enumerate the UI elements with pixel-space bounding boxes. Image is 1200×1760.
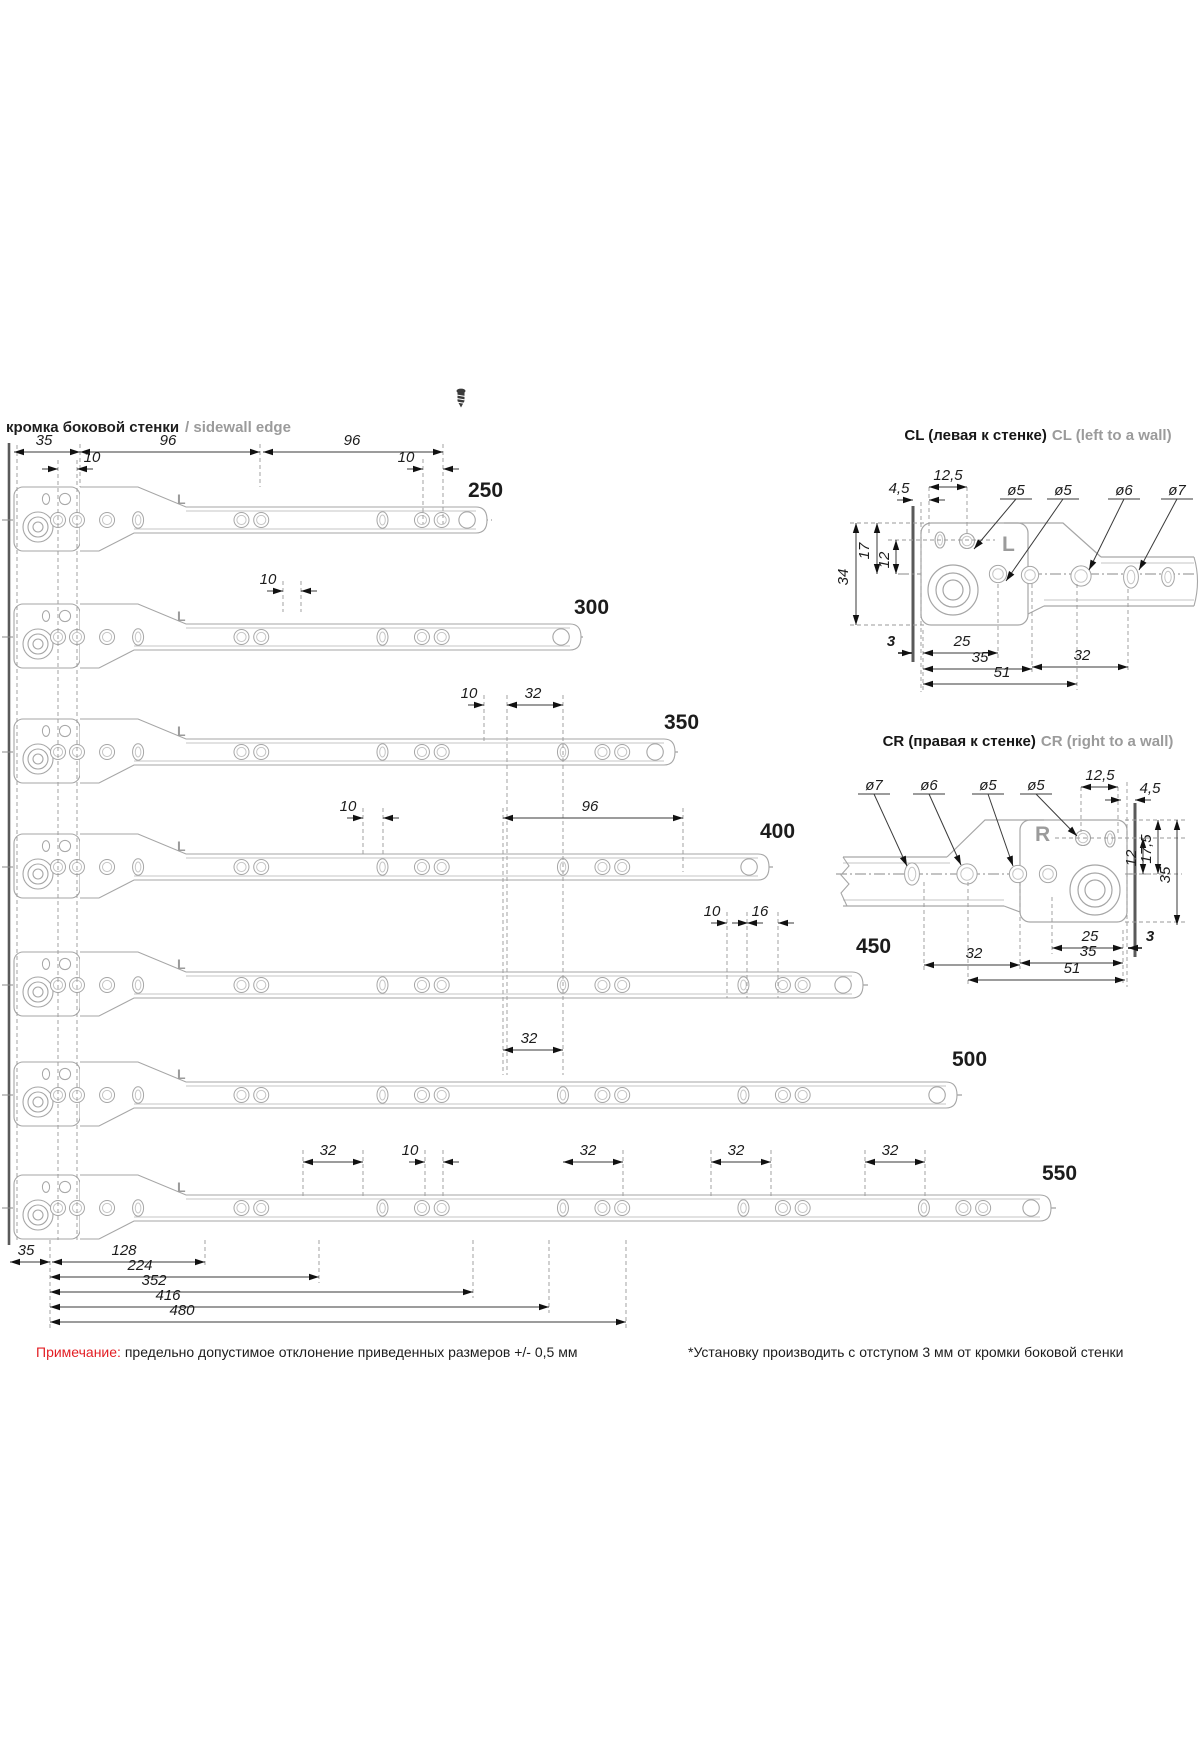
slide-length-label: 250	[468, 479, 504, 502]
slide-length-label: 400	[760, 820, 796, 843]
drawer-slide-400	[2, 820, 795, 898]
dimension-label: 12,5	[1085, 767, 1115, 784]
slide-length-label: 300	[574, 596, 610, 619]
dimension-label: 10	[401, 1142, 419, 1159]
detail-cl-title	[858, 427, 1200, 444]
dimension-label: 12,5	[933, 467, 963, 484]
drawer-slide-300	[2, 596, 609, 668]
hole-diameter-callout: ø5	[1027, 777, 1045, 794]
dimension-label: 3	[1145, 928, 1155, 945]
hole-diameter-callout: ø5	[1007, 482, 1025, 499]
dimension-label: 51	[1063, 960, 1081, 977]
dimension-label: 10	[259, 571, 277, 588]
dimension-label: 128	[111, 1242, 137, 1259]
dimension-label: 32	[524, 685, 542, 702]
dimension-label: 32	[965, 945, 983, 962]
dimension-label: 10	[703, 903, 721, 920]
dimension-label: 96	[343, 432, 361, 449]
drawer-slide-500	[2, 1048, 987, 1126]
dimension-label: 32	[1073, 647, 1091, 664]
note-tolerance-text: предельно допустимое отклонение приведенных размеров +/- 0,5 мм	[120, 1344, 578, 1360]
slide-side-mark: L	[177, 491, 186, 507]
dimension-label: 35	[17, 1242, 35, 1259]
slide-side-mark: L	[177, 1066, 186, 1082]
dimension-label: 17,5	[1138, 834, 1155, 864]
slide-length-label: 550	[1042, 1162, 1078, 1185]
dimension-label: 10	[83, 449, 101, 466]
dimension-label: 3	[886, 633, 896, 650]
hole-diameter-callout: ø7	[865, 777, 883, 794]
note-tolerance	[36, 1344, 577, 1360]
dimension-label: 4,5	[888, 480, 910, 497]
detail-cr-title-ru: CR (правая к стенке)	[882, 733, 1036, 750]
dimension-label: 32	[579, 1142, 597, 1159]
screw-icon	[457, 389, 466, 408]
hole-diameter-callout: ø6	[920, 777, 938, 794]
dimension-label: 10	[339, 798, 357, 815]
slide-side-mark: L	[177, 838, 186, 854]
dimension-label: 16	[751, 903, 769, 920]
detail-cr-side-mark: R	[1035, 823, 1051, 846]
detail-cl-side-mark: L	[1002, 533, 1015, 556]
dimension-label: 12	[1123, 849, 1140, 867]
hole-diameter-callout: ø5	[979, 777, 997, 794]
dimension-label: 96	[581, 798, 599, 815]
sidewall-edge-label-ru: кромка боковой стенки	[6, 419, 180, 436]
sidewall-edge-label	[6, 419, 291, 436]
dimension-label: 25	[1081, 928, 1099, 945]
dimension-label: 10	[397, 449, 415, 466]
detail-cr-title	[848, 733, 1200, 750]
note-install: *Установку производить с отступом 3 мм от кромки боковой стенки	[688, 1344, 1124, 1360]
drawer-slide-450	[2, 935, 891, 1016]
dimension-label: 224	[127, 1257, 153, 1274]
detail-cr-title-en: CR (right to a wall)	[1040, 733, 1174, 750]
dimension-label: 4,5	[1139, 780, 1161, 797]
slide-side-mark: L	[177, 956, 186, 972]
dimension-label: 32	[727, 1142, 745, 1159]
dimension-label: 51	[993, 664, 1011, 681]
dimension-label: 352	[141, 1272, 167, 1289]
note-tolerance-prefix: Примечание:	[36, 1344, 121, 1360]
slide-side-mark: L	[177, 608, 186, 624]
slide-side-mark: L	[177, 1179, 186, 1195]
dimension-label: 32	[881, 1142, 899, 1159]
detail-cl-drawing	[898, 506, 1198, 662]
detail-cl-title-ru: CL (левая к стенке)	[904, 427, 1047, 444]
hole-diameter-callout: ø7	[1168, 482, 1186, 499]
slide-length-label: 350	[664, 711, 700, 734]
dimension-label: 32	[520, 1030, 538, 1047]
detail-cl-title-en: CL (left to a wall)	[1051, 427, 1172, 444]
slide-side-mark: L	[177, 723, 186, 739]
dimension-label: 17	[856, 542, 873, 560]
dimension-label: 12	[876, 551, 893, 569]
dimension-label: 32	[319, 1142, 337, 1159]
dimension-label: 10	[460, 685, 478, 702]
drawer-slide-550	[2, 1162, 1077, 1239]
dimension-label: 34	[835, 568, 852, 586]
hole-diameter-callout: ø6	[1115, 482, 1133, 499]
dimension-label: 35	[971, 649, 989, 666]
dimension-label: 480	[169, 1302, 195, 1319]
dimension-label: 35	[35, 432, 53, 449]
slide-length-label: 450	[856, 935, 892, 958]
slide-length-label: 500	[952, 1048, 988, 1071]
dimension-label: 35	[1157, 866, 1174, 884]
sidewall-edge-label-en: / sidewall edge	[185, 419, 291, 436]
dimension-label: 96	[159, 432, 177, 449]
drawer-slide-350	[2, 711, 699, 783]
dimension-label: 25	[953, 633, 971, 650]
dimension-label: 35	[1079, 943, 1097, 960]
hole-diameter-callout: ø5	[1054, 482, 1072, 499]
dimension-label: 416	[155, 1287, 181, 1304]
